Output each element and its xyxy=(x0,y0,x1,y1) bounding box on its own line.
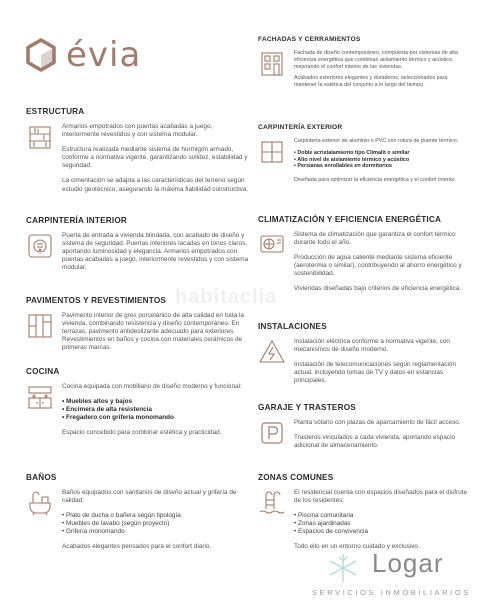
agency-tagline: SERVICIOS INMOBILIARIOS xyxy=(312,588,471,597)
list-item: • Piscina comunitaria xyxy=(294,512,468,520)
paragraph: Carpintería exterior de aluminio o PVC con rotura de puente térmico. xyxy=(294,138,459,144)
paragraph: Sistema de climatización que garantiza el confort térmico durante todo el año. xyxy=(294,231,456,247)
paragraph: Puerta de entrada a vivienda blindada, con acabado de diseño y sistema de seguridad. Puertas interiores lacadas en tonos claros, aportando luminosidad y elegancia. Armarios empotrados con puertas acabadas a juego, interiormente revestidos y con sistema modular. xyxy=(62,232,249,272)
list-item: • Grifería monomando xyxy=(62,528,250,536)
brand-name: évia xyxy=(66,35,142,75)
paragraph: Trasteros vinculados a cada vivienda, aportando espacio adicional de almacenamiento. xyxy=(294,434,456,450)
list-item: • Alto nivel de aislamiento térmico y acústico xyxy=(294,157,468,164)
paragraph: Baños equipados con sanitarios de diseño actual y grifería de calidad: xyxy=(62,489,237,505)
section-title: CARPINTERÍA INTERIOR xyxy=(26,216,128,225)
section-title: CLIMATIZACIÓN Y EFICIENCIA ENERGÉTICA xyxy=(258,215,442,224)
section-carpinteria-exterior xyxy=(258,124,468,189)
section-title: CARPINTERÍA EXTERIOR xyxy=(258,124,343,131)
agency-logo xyxy=(312,548,472,598)
paragraph: Cocina equipada con mobiliario de diseño moderno y funcional: xyxy=(62,383,242,390)
floor-tiles-icon xyxy=(26,312,54,340)
watermark: habitaclia xyxy=(175,286,278,308)
section-climatizacion xyxy=(258,215,468,301)
section-cocina xyxy=(26,367,250,444)
paragraph: Armarios empotrados con puertas acabadas a juego, interiormente revestidos y con sistema modular. xyxy=(62,123,213,139)
section-title: INSTALACIONES xyxy=(258,322,327,331)
window-icon xyxy=(258,138,286,166)
paragraph: Espacio concebido para combinar estética y practicidad. xyxy=(62,429,222,437)
list-item: • Doble acristalamiento tipo Climalit o similar xyxy=(294,150,468,157)
paragraph: Fachada de diseño contemporáneo, compuesta por sistemas de alta eficiencia energética que combinan aislamiento térmico y acústico, mejorando el confort interior de las viviendas. xyxy=(294,50,458,70)
feature-list xyxy=(62,398,250,422)
section-title: ESTRUCTURA xyxy=(26,107,85,116)
paragraph: Planta sótano con plazas de aparcamiento de fácil acceso. xyxy=(294,419,461,426)
list-item: • Muebles de lavabo (según proyecto) xyxy=(62,520,250,528)
section-carpinteria-interior xyxy=(26,216,250,279)
snowflake-logo-icon xyxy=(318,552,368,584)
paragraph: Acabados elegantes pensados para el confort diario. xyxy=(62,543,212,551)
section-garaje xyxy=(258,403,468,457)
electric-warning-icon xyxy=(258,338,286,366)
paragraph: Acabados exteriores elegantes y duraderos, seleccionados para mantener la estética del conjunto a lo largo del tiempo. xyxy=(294,75,448,89)
list-item: • Muebles altos y bajos xyxy=(62,398,250,406)
cube-logo-icon xyxy=(26,38,56,72)
feature-list xyxy=(294,512,468,536)
section-title: ZONAS COMUNES xyxy=(258,473,334,482)
door-icon xyxy=(26,232,54,260)
section-zonas-comunes xyxy=(258,473,468,559)
feature-list xyxy=(294,150,468,170)
facade-icon xyxy=(258,50,286,78)
paragraph: Instalación eléctrica conforme a normativa vigente, con mecanismos de diseño moderno. xyxy=(294,338,450,354)
section-title: PAVIMENTOS Y REVESTIMIENTOS xyxy=(26,296,167,305)
section-pavimentos xyxy=(26,296,250,359)
agency-name: Logar xyxy=(372,548,444,578)
pool-icon xyxy=(258,489,286,517)
section-instalaciones xyxy=(258,322,468,392)
section-banos xyxy=(26,473,250,559)
paragraph: Diseñada para optimizar la eficiencia energética y el confort interior. xyxy=(294,177,456,184)
kitchen-icon xyxy=(26,383,54,411)
paragraph: Instalación de telecomunicaciones según reglamentación actual, incluyendo tomas de TV y datos en estancias principales. xyxy=(294,361,456,385)
section-title: GARAJE Y TRASTEROS xyxy=(258,403,356,412)
bookshelf-icon xyxy=(26,123,54,151)
air-conditioner-icon xyxy=(258,231,286,259)
feature-list xyxy=(62,512,250,536)
paragraph: Pavimento interior de gres porcelánico de alta calidad en toda la vivienda, combinando resistencia y diseño contemporáneo. En terrazas, pavimento antideslizante adecuado para exteriores. Revestimientos en baños y cocina con materiales cerámicos de primeras marcas. xyxy=(62,312,244,352)
paragraph: La cimentación se adapta a las características del terreno según estudio geotécnico, asegurando la máxima fiabilidad constructiva. xyxy=(62,177,249,193)
paragraph: Estructura realizada mediante sistema de hormigón armado, conforme a normativa vigente, garantizando solidez, estabilidad y seguridad. xyxy=(62,146,248,170)
list-item: • Persianas enrollables en dormitorios xyxy=(294,163,468,170)
brand-logo xyxy=(26,35,142,75)
list-item: • Zonas ajardinadas xyxy=(294,520,468,528)
bathroom-icon xyxy=(26,489,54,517)
section-title: FACHADAS Y CERRAMIENTOS xyxy=(258,36,361,43)
section-estructura xyxy=(26,107,250,201)
list-item: • Espacios de convivencia xyxy=(294,528,468,536)
paragraph: Viviendas diseñadas bajo criterios de eficiencia energética. xyxy=(294,285,462,293)
paragraph: El residencial cuenta con espacios diseñados para el disfrute de los residentes: xyxy=(294,489,468,505)
list-item: • Encimera de alta resistencia xyxy=(62,406,250,414)
list-item: • Plato de ducha o bañera según tipología xyxy=(62,512,250,520)
section-fachadas xyxy=(258,36,468,94)
section-title: COCINA xyxy=(26,367,60,376)
paragraph: Todo ello en un entorno cuidado y exclusivo. xyxy=(294,543,420,551)
section-title: BAÑOS xyxy=(26,473,57,482)
parking-icon xyxy=(258,419,286,447)
list-item: • Fregadero con grifería monomando xyxy=(62,414,250,422)
paragraph: Producción de agua caliente mediante sistema eficiente (aerotermia o similar), contribuyendo al ahorro energético y sostenibilidad. xyxy=(294,254,462,278)
